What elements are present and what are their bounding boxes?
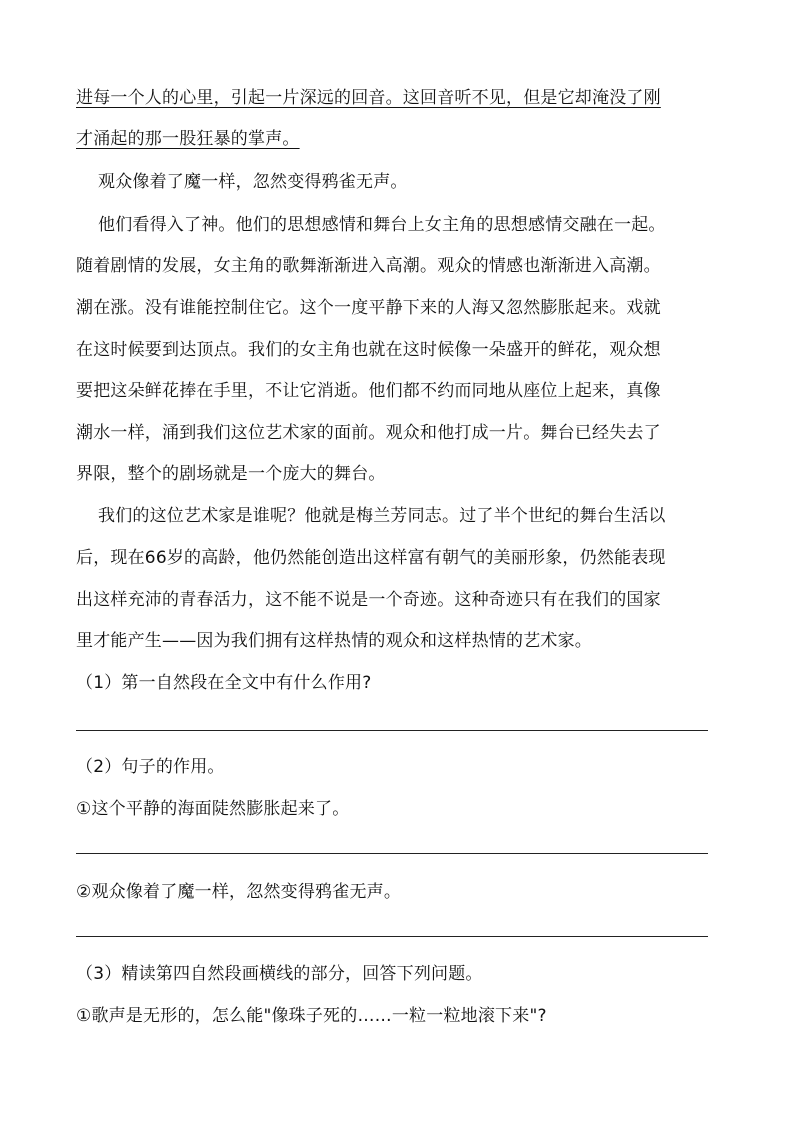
paragraph-3-line-2: 后，现在66岁的高龄，他仍然能创造出这样富有朝气的美丽形象，仍然能表现	[76, 548, 666, 568]
paragraph-2-line-2: 随着剧情的发展，女主角的歌舞渐渐进入高潮。观众的情感也渐渐进入高潮。	[76, 256, 661, 276]
question-3-item-1: ①歌声是无形的，怎么能"像珠子死的……一粒一粒地滚下来"?	[76, 1006, 547, 1026]
question-2-item-2: ②观众像着了魔一样，忽然变得鸦雀无声。	[76, 882, 402, 902]
paragraph-2-line-6: 潮水一样，涌到我们这位艺术家的面前。观众和他打成一片。舞台已经失去了	[76, 423, 661, 443]
paragraph-2-line-1: 他们看得入了神。他们的思想感情和舞台上女主角的思想感情交融在一起。	[98, 215, 666, 235]
question-2: （2）句子的作用。	[76, 757, 225, 777]
underlined-line-2: 才涌起的那一股狂暴的掌声。	[76, 129, 300, 149]
paragraph-1: 观众像着了魔一样，忽然变得鸦雀无声。	[98, 172, 408, 192]
paragraph-2-line-5: 要把这朵鲜花捧在手里，不让它消逝。他们都不约而同地从座位上起来，真像	[76, 381, 661, 401]
question-3: （3）精读第四自然段画横线的部分，回答下列问题。	[76, 964, 483, 984]
answer-line-q2-2[interactable]	[76, 936, 708, 937]
question-2-item-1: ①这个平静的海面陡然膨胀起来了。	[76, 799, 350, 819]
question-1: （1）第一自然段在全文中有什么作用?	[76, 673, 372, 693]
answer-line-q1[interactable]	[76, 730, 708, 731]
paragraph-3-line-3: 出这样充沛的青春活力，这不能不说是一个奇迹。这种奇迹只有在我们的国家	[76, 590, 661, 610]
underlined-line-1: 进每一个人的心里，引起一片深远的回音。这回音听不见，但是它却淹没了刚	[76, 88, 661, 108]
paragraph-3-line-1: 我们的这位艺术家是谁呢？他就是梅兰芳同志。过了半个世纪的舞台生活以	[98, 506, 666, 526]
paragraph-2-line-4: 在这时候要到达顶点。我们的女主角也就在这时候像一朵盛开的鲜花，观众想	[76, 340, 661, 360]
paragraph-2-line-7: 界限，整个的剧场就是一个庞大的舞台。	[76, 464, 386, 484]
paragraph-2-line-3: 潮在涨。没有谁能控制住它。这个一度平静下来的人海又忽然膨胀起来。戏就	[76, 298, 661, 318]
paragraph-3-line-4: 里才能产生——因为我们拥有这样热情的观众和这样热情的艺术家。	[76, 631, 592, 651]
answer-line-q2-1[interactable]	[76, 853, 708, 854]
